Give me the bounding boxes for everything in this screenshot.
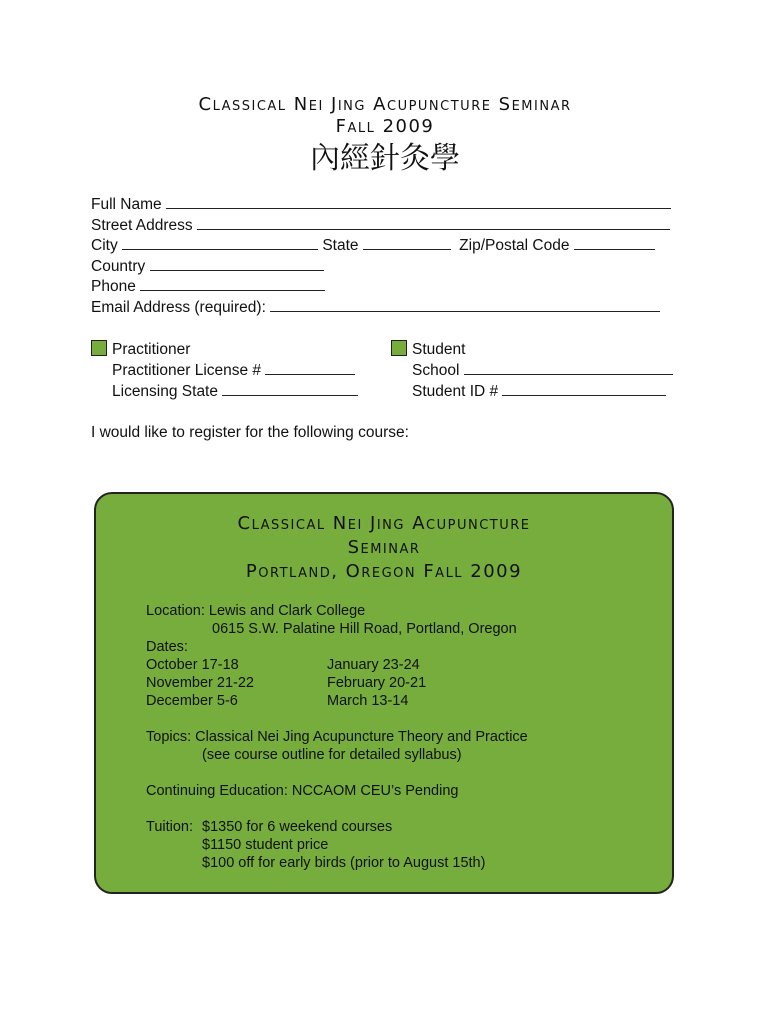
continuing-education: Continuing Education: NCCAOM CEU’s Pending	[146, 783, 459, 799]
seminar-term: Fall 2009	[335, 116, 435, 137]
course-title-line1: Classical Nei Jing Acupuncture	[237, 513, 531, 534]
country-label: Country	[91, 257, 146, 275]
city-field[interactable]	[122, 236, 318, 250]
chinese-title: 內經針灸學	[310, 141, 460, 176]
tuition-section	[146, 818, 528, 872]
course-title-line2: Seminar	[347, 537, 421, 558]
date-item: December 5-6	[146, 693, 238, 709]
license-label: Practitioner License #	[112, 362, 262, 379]
zip-label: Zip/Postal Code	[459, 237, 570, 255]
tuition-line: $1350 for 6 weekend courses	[202, 819, 393, 835]
course-details	[146, 602, 528, 872]
dates-table	[146, 656, 528, 710]
email-label: Email Address (required):	[91, 298, 266, 316]
practitioner-checkbox[interactable]	[91, 340, 107, 356]
school-label: School	[412, 362, 460, 379]
tuition-lines	[202, 818, 485, 872]
full-name-field[interactable]	[166, 195, 671, 209]
full-name-row	[91, 195, 691, 216]
phone-label: Phone	[91, 278, 136, 296]
course-title	[96, 512, 672, 584]
location-line2: 0615 S.W. Palatine Hill Road, Portland, Oregon	[212, 621, 517, 637]
practitioner-label: Practitioner	[112, 341, 191, 358]
location-line1: Location: Lewis and Clark College	[146, 603, 366, 619]
zip-field[interactable]	[574, 236, 655, 250]
street-address-label: Street Address	[91, 216, 193, 234]
student-id-field[interactable]	[502, 382, 666, 396]
licensing-state-label: Licensing State	[112, 383, 218, 400]
country-row	[91, 257, 691, 278]
seminar-title: Classical Nei Jing Acupuncture Seminar	[198, 94, 572, 115]
student-label: Student	[412, 341, 466, 358]
email-row	[91, 298, 691, 319]
registration-form	[91, 195, 691, 319]
street-address-field[interactable]	[197, 216, 670, 230]
topics-line2: (see course outline for detailed syllabus)	[202, 747, 462, 763]
email-field[interactable]	[270, 298, 660, 312]
student-id-label: Student ID #	[412, 383, 499, 400]
dates-column-2	[327, 656, 426, 710]
date-item: November 21-22	[146, 675, 254, 691]
phone-row	[91, 277, 691, 298]
student-checkbox[interactable]	[391, 340, 407, 356]
street-address-row	[91, 216, 691, 237]
country-field[interactable]	[150, 257, 324, 271]
dates-label: Dates:	[146, 639, 188, 655]
student-section	[391, 339, 673, 402]
phone-field[interactable]	[140, 277, 325, 291]
course-title-line3: Portland, Oregon Fall 2009	[245, 561, 523, 582]
dates-column-1	[146, 656, 327, 710]
document-header	[0, 94, 770, 178]
city-state-zip-row	[91, 236, 691, 257]
date-item: February 20-21	[327, 675, 427, 691]
tuition-line: $1150 student price	[202, 837, 329, 853]
topics-line1: Topics: Classical Nei Jing Acupuncture Theory and Practice	[146, 729, 528, 745]
licensing-state-field[interactable]	[222, 382, 358, 396]
register-instruction: I would like to register for the following course:	[91, 424, 409, 441]
practitioner-section	[91, 339, 358, 402]
state-field[interactable]	[363, 236, 451, 250]
course-info-panel	[94, 492, 674, 894]
school-field[interactable]	[464, 361, 673, 375]
city-label: City	[91, 237, 118, 255]
date-item: March 13-14	[327, 693, 409, 709]
tuition-line: $100 off for early birds (prior to August 15th)	[202, 855, 486, 871]
tuition-label: Tuition:	[146, 819, 194, 835]
license-field[interactable]	[265, 361, 355, 375]
date-item: January 23-24	[327, 657, 420, 673]
full-name-label: Full Name	[91, 196, 162, 213]
state-label: State	[322, 237, 359, 255]
date-item: October 17-18	[146, 657, 239, 673]
